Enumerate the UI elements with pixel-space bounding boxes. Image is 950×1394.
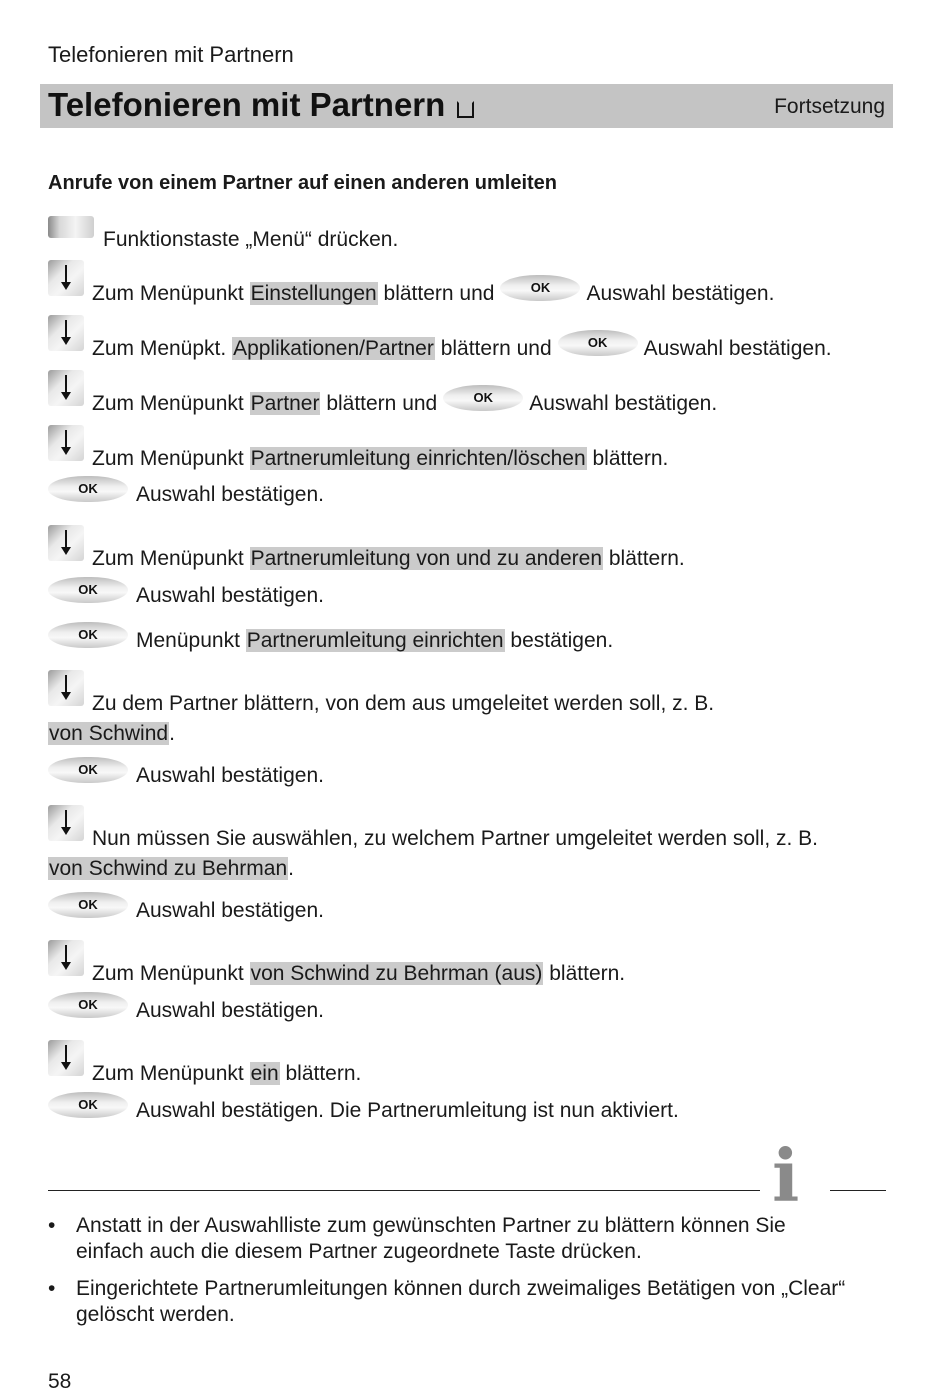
- step-row: [48, 992, 324, 1023]
- step-text: Auswahl bestätigen.: [136, 764, 324, 787]
- step-row: [48, 940, 625, 986]
- step-row: [48, 370, 717, 416]
- step-text: Auswahl bestätigen.: [136, 483, 324, 506]
- step-text: Auswahl bestätigen.: [136, 584, 324, 607]
- step-text: blättern und: [326, 392, 438, 415]
- menu-item-highlight: Partnerumleitung einrichten/löschen: [250, 447, 586, 470]
- step-text: .: [169, 722, 175, 745]
- ok-key-icon: OK: [48, 476, 128, 502]
- running-head: Telefonieren mit Partnern: [48, 42, 294, 67]
- step-row: [48, 1092, 679, 1123]
- arrow-down-key-icon: [48, 425, 84, 461]
- step-row: [48, 757, 324, 788]
- step-text: Zum Menüpunkt: [92, 392, 244, 415]
- page-title-text: Telefonieren mit Partnern: [48, 86, 446, 123]
- section-heading: Anrufe von einem Partner auf einen anderen umleiten: [48, 172, 558, 194]
- menu-item-highlight: von Schwind zu Behrman (aus): [250, 962, 543, 985]
- ok-key-icon: OK: [48, 992, 128, 1018]
- arrow-down-key-icon: [48, 260, 84, 296]
- menu-item-highlight: von Schwind zu Behrman: [49, 857, 288, 880]
- step-text: Zum Menüpkt.: [92, 337, 227, 360]
- step-row: [48, 1040, 361, 1086]
- arrow-down-key-icon: [48, 370, 84, 406]
- ok-key-icon: OK: [558, 330, 638, 356]
- step-text: blättern.: [592, 447, 669, 470]
- step-row: [48, 476, 324, 507]
- step-row: [48, 892, 324, 923]
- menu-item-highlight: Applikationen/Partner: [233, 337, 434, 360]
- step-text: Zum Menüpunkt: [92, 282, 244, 305]
- step-text: Zum Menüpunkt: [92, 447, 244, 470]
- arrow-down-key-icon: [48, 315, 84, 351]
- divider: [48, 1190, 760, 1191]
- divider: [830, 1190, 886, 1191]
- step-text: blättern.: [608, 547, 685, 570]
- step-row: [48, 577, 324, 608]
- page-number: 58: [48, 1370, 72, 1393]
- step-text: Auswahl bestätigen.: [529, 392, 718, 415]
- step-text: Auswahl bestätigen. Die Partnerumleitung ist nun aktiviert.: [136, 1099, 679, 1122]
- step-row: [48, 670, 714, 746]
- ok-key-icon: OK: [500, 275, 580, 301]
- menu-item-highlight: Einstellungen: [250, 282, 377, 305]
- continuation-label: Fortsetzung: [774, 95, 885, 118]
- function-key-icon: [48, 216, 94, 238]
- menu-item-highlight: Partnerumleitung einrichten: [246, 629, 504, 652]
- step-text: Zum Menüpunkt: [92, 962, 244, 985]
- step-text: Zu dem Partner blättern, von dem aus umgeleitet werden soll, z. B.: [92, 692, 715, 715]
- step-row: [48, 315, 832, 361]
- checkbox-square-icon: [457, 101, 474, 118]
- step-text: blättern und: [440, 337, 552, 360]
- ok-key-icon: OK: [48, 892, 128, 918]
- title-bar: [40, 84, 893, 128]
- bullet-dot: •: [48, 1277, 56, 1300]
- step-text: Auswahl bestätigen.: [586, 282, 775, 305]
- arrow-down-key-icon: [48, 1040, 84, 1076]
- arrow-down-key-icon: [48, 670, 84, 706]
- step-text: bestätigen.: [510, 629, 614, 652]
- step-text: blättern.: [285, 1062, 362, 1085]
- step-text: Auswahl bestätigen.: [643, 337, 832, 360]
- menu-item-highlight: von Schwind: [49, 722, 169, 745]
- bullet-text: Anstatt in der Auswahlliste zum gewünschten Partner zu blättern können Sie einfach auch die diesem Partner zugeordnete Taste drücken.: [76, 1214, 786, 1263]
- step-text: Zum Menüpunkt: [92, 547, 244, 570]
- info-bullet: [48, 1276, 858, 1328]
- step-text: Auswahl bestätigen.: [136, 999, 324, 1022]
- arrow-down-key-icon: [48, 805, 84, 841]
- step-text: Auswahl bestätigen.: [136, 899, 324, 922]
- menu-item-highlight: Partner: [250, 392, 320, 415]
- arrow-down-key-icon: [48, 940, 84, 976]
- ok-key-icon: OK: [48, 577, 128, 603]
- step-text: Zum Menüpunkt: [92, 1062, 244, 1085]
- step-row: [48, 425, 668, 471]
- info-icon: i: [772, 1133, 800, 1218]
- info-bullet: [48, 1213, 858, 1265]
- ok-key-icon: OK: [48, 1092, 128, 1118]
- step-text: blättern und: [383, 282, 495, 305]
- ok-key-icon: OK: [48, 622, 128, 648]
- ok-key-icon: OK: [443, 385, 523, 411]
- step-row: [48, 525, 685, 571]
- step-row: [48, 622, 613, 653]
- step-row: [48, 805, 818, 881]
- step-text: blättern.: [549, 962, 626, 985]
- step-text: Menüpunkt: [136, 629, 240, 652]
- menu-item-highlight: ein: [250, 1062, 279, 1085]
- bullet-text: Eingerichtete Partnerumleitungen können durch zweimaliges Betätigen von „Clear“ gelöscht werden.: [76, 1277, 846, 1326]
- arrow-down-key-icon: [48, 525, 84, 561]
- step-row: [48, 216, 398, 252]
- step-text: Nun müssen Sie auswählen, zu welchem Partner umgeleitet werden soll, z. B.: [92, 827, 819, 850]
- step-row: [48, 260, 774, 306]
- step-text: Funktionstaste „Menü“ drücken.: [103, 228, 399, 251]
- ok-key-icon: OK: [48, 757, 128, 783]
- page-title: [48, 86, 474, 124]
- bullet-dot: •: [48, 1214, 56, 1237]
- step-text: .: [288, 857, 294, 880]
- menu-item-highlight: Partnerumleitung von und zu anderen: [250, 547, 602, 570]
